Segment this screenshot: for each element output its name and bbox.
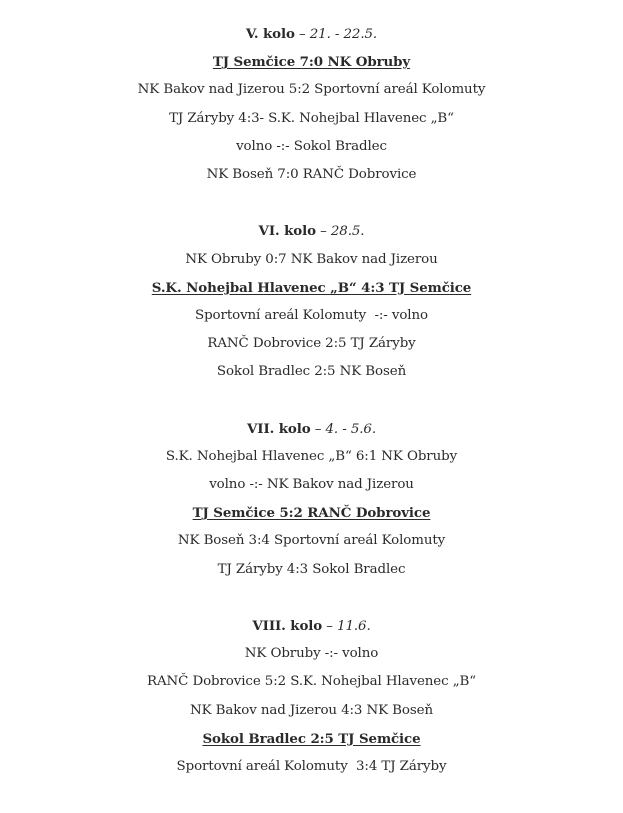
match-result: Sportovní areál Kolomuty 3:4 TJ Záryby xyxy=(176,758,447,774)
match-result: S.K. Nohejbal Hlavenec „B“ 6:1 NK Obruby xyxy=(165,448,458,464)
round-label: VII. kolo xyxy=(247,420,311,437)
match-result: volno -:- NK Bakov nad Jizerou xyxy=(209,477,414,492)
match-result: NK Obruby -:- volno xyxy=(244,646,379,662)
round-spacer xyxy=(0,386,623,414)
match-result: Sokol Bradlec 2:5 TJ Semčice xyxy=(202,730,421,747)
match-result: TJ Záryby 4:3- S.K. Nohejbal Hlavenec „B“ xyxy=(169,110,454,126)
round-8 xyxy=(0,612,623,781)
round-separator: – xyxy=(315,224,331,240)
match-result: S.K. Nohejbal Hlavenec „B“ 4:3 TJ Semčice xyxy=(151,279,472,296)
match-result: Sportovní areál Kolomuty -:- volno xyxy=(195,307,428,323)
match-result: RANČ Dobrovice 5:2 S.K. Nohejbal Hlavenec „B“ xyxy=(146,674,477,690)
round-date: 4. - 5.6. xyxy=(325,421,376,437)
match-result: NK Bakov nad Jizerou 5:2 Sportovní areál Kolomuty xyxy=(137,82,486,98)
match-result: NK Boseň 3:4 Sportovní areál Kolomuty xyxy=(177,533,446,549)
match-result: Sokol Bradlec 2:5 NK Boseň xyxy=(216,364,407,380)
round-separator: – xyxy=(310,421,326,437)
round-separator: – xyxy=(294,27,310,42)
round-6 xyxy=(0,217,623,386)
round-7 xyxy=(0,415,623,584)
round-label: VI. kolo xyxy=(258,223,316,240)
match-result: NK Bakov nad Jizerou 4:3 NK Boseň xyxy=(189,702,433,718)
round-heading xyxy=(0,415,623,443)
round-spacer xyxy=(0,584,623,612)
match-result: volno -:- Sokol Bradlec xyxy=(236,138,387,154)
round-spacer xyxy=(0,189,623,217)
match-result: NK Obruby 0:7 NK Bakov nad Jizerou xyxy=(185,251,438,267)
round-date: 21. - 22.5. xyxy=(309,27,378,42)
round-separator: – xyxy=(322,618,338,634)
match-result: TJ Semčice 5:2 RANČ Dobrovice xyxy=(192,505,431,522)
round-label: V. kolo xyxy=(245,26,295,42)
match-result: TJ Záryby 4:3 Sokol Bradlec xyxy=(217,561,406,577)
round-date: 11.6. xyxy=(337,618,371,634)
round-label: VIII. kolo xyxy=(252,617,323,634)
round-date: 28.5. xyxy=(330,224,365,240)
round-heading xyxy=(0,612,623,640)
round-heading xyxy=(0,217,623,245)
match-result: RANČ Dobrovice 2:5 TJ Záryby xyxy=(207,336,416,352)
round-heading xyxy=(0,20,623,48)
match-result: NK Boseň 7:0 RANČ Dobrovice xyxy=(206,166,417,182)
round-5 xyxy=(0,20,623,189)
match-result: TJ Semčice 7:0 NK Obruby xyxy=(212,54,411,71)
